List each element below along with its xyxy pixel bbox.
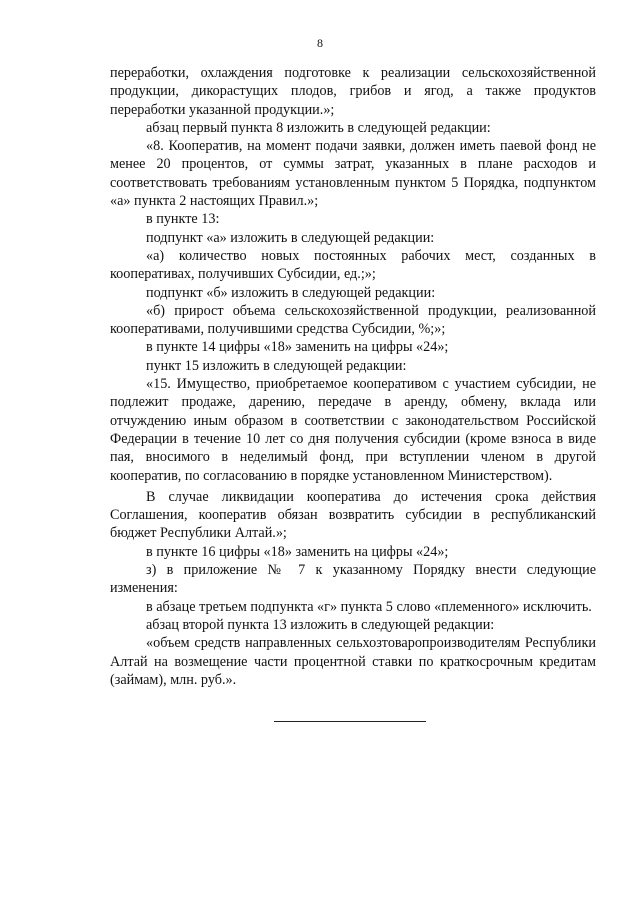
paragraph-item-15-amend: пункт 15 изложить в следующей редакции: (146, 357, 407, 374)
paragraph-item-8-text: «8. Кооператив, на момент подачи заявки, должен иметь паевой фонд не менее 20 процентов, от суммы затрат, указанных в плане расходов и соответствовать требованиям установленным пунктом 5 Порядка, подпунктом «а» пункта 2 настоящих Правил.»; (110, 138, 596, 210)
paragraph-item-13-amend: абзац второй пункта 13 изложить в следующей редакции: (146, 616, 495, 633)
paragraph-item-13-text: «объем средств направленных сельхозтоваропроизводителям Республики Алтай на возмещение части процентной ставки по краткосрочным кредитам (займам), млн. руб.». (110, 635, 596, 688)
paragraph-subitem-g-change: в абзаце третьем подпункта «г» пункта 5 слово «племенного» исключить. (146, 598, 592, 615)
paragraph-amend-item-8: абзац первый пункта 8 изложить в следующей редакции: (146, 119, 491, 136)
document-body (110, 64, 596, 689)
paragraph-item-16-change: в пункте 16 цифры «18» заменить на цифры «24»; (146, 543, 449, 560)
paragraph-item-15-text: «15. Имущество, приобретаемое кооперативом с участием субсидии, не подлежит продаже, дарению, передаче в аренду, обмену, вклада или отчуждению иным образом в соответствии с законодательством Российской Федерации в течение 10 лет со дня получения субсидии (кроме взноса в виде пая, вносимого в неделимый фонд, при вступлении членом в другой кооператив, по согласованию в порядке установленном Министерством). (110, 376, 596, 484)
paragraph-subitem-b-amend: подпункт «б» изложить в следующей редакции: (146, 284, 436, 301)
paragraph-item-14-change: в пункте 14 цифры «18» заменить на цифры «24»; (146, 339, 449, 356)
paragraph-subitem-b-text: «б) прирост объема сельскохозяйственной продукции, реализованной кооперативами, получившими средства Субсидии, %;»; (110, 302, 596, 338)
paragraph-subitem-a-text: «а) количество новых постоянных рабочих мест, созданных в кооперативах, получивших Субсидии, ед.;»; (110, 247, 596, 283)
page-number: 8 (317, 36, 323, 50)
paragraph-liquidation: В случае ликвидации кооператива до истечения срока действия Соглашения, кооператив обязан возвратить субсидии в республиканский бюджет Республики Алтай.»; (110, 488, 596, 542)
paragraph-item-13-heading: в пункте 13: (146, 211, 220, 228)
paragraph-subitem-a-amend: подпункт «а» изложить в следующей редакции: (146, 229, 435, 246)
paragraph-continuation: переработки, охлаждения подготовке к реализации сельскохозяйственной продукции, дикорастущих плодов, грибов и ягод, а также продуктов переработки указанной продукции.»; (110, 65, 596, 118)
paragraph-appendix-7: з) в приложение № 7 к указанному Порядку внести следующие изменения: (110, 562, 596, 597)
end-separator-line (274, 721, 426, 722)
